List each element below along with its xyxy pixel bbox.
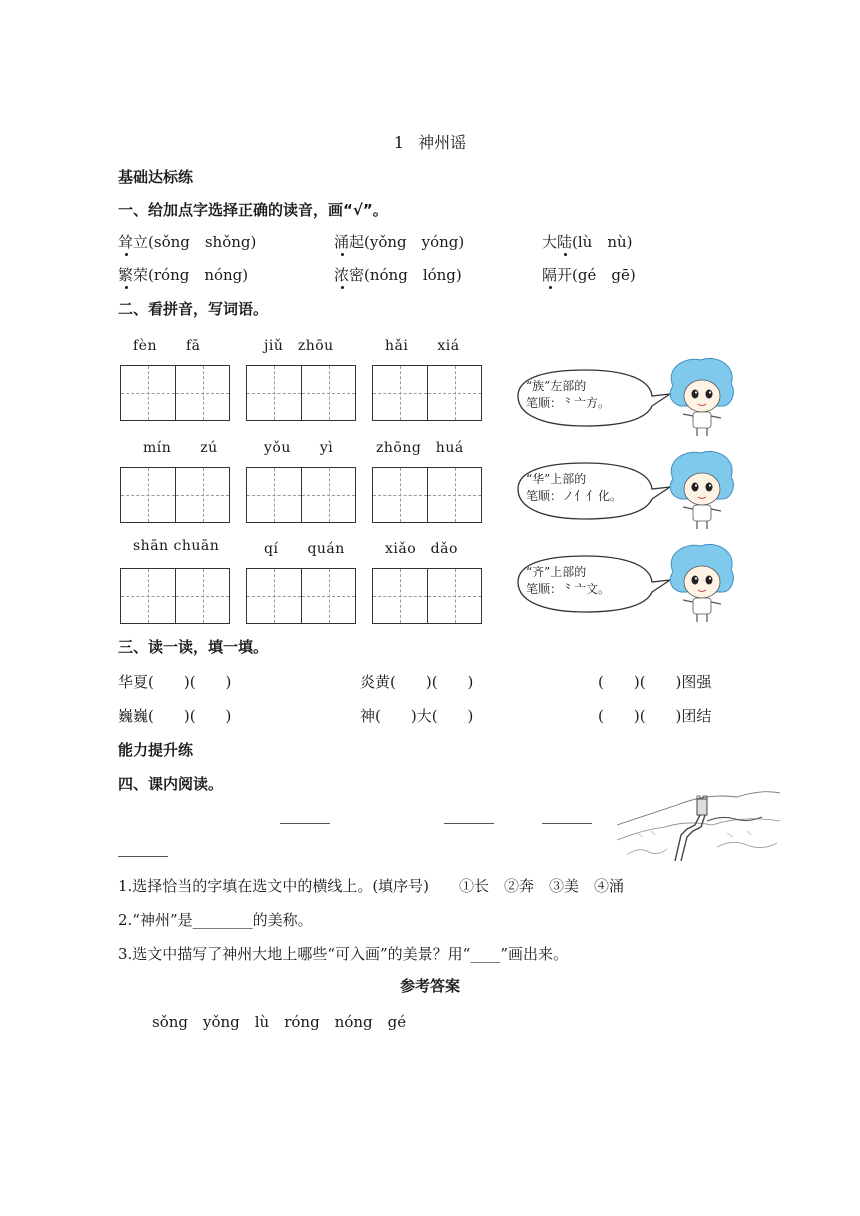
pinyin-label: mín zú	[143, 440, 218, 456]
pinyin-label: fèn fā	[133, 338, 201, 354]
q3-item: 巍巍( )( )	[118, 707, 232, 725]
section-ability-heading: 能力提升练	[118, 741, 194, 759]
q1-item: 浓密(nóng lóng)	[334, 266, 462, 284]
writing-grid[interactable]	[246, 467, 356, 523]
answers-line: sǒng yǒng lù róng nóng gé	[152, 1013, 407, 1031]
q3-item: ( )( )图强	[598, 673, 712, 691]
pinyin-label: qí quán	[264, 541, 345, 557]
q3-item: 炎黄( )( )	[360, 673, 474, 691]
writing-grid[interactable]	[372, 467, 482, 523]
pinyin-label: xiǎo dǎo	[385, 541, 458, 557]
tip-bubble: “华”上部的 笔顺：ノ亻亻化。	[510, 449, 750, 531]
pinyin-label: hǎi xiá	[385, 338, 460, 354]
q1-heading: 一、给加点字选择正确的读音，画“√”。	[118, 201, 388, 219]
writing-grid[interactable]	[120, 467, 230, 523]
q1-item: 涌起(yǒng yóng)	[334, 233, 465, 251]
q3-heading: 三、读一读，填一填。	[118, 638, 269, 656]
writing-grid[interactable]	[120, 568, 230, 624]
pinyin-label: zhōng huá	[376, 440, 464, 456]
pinyin-label: yǒu yì	[264, 440, 334, 456]
page-title	[0, 130, 860, 153]
q3-item: ( )( )团结	[598, 707, 712, 725]
q2-heading: 二、看拼音，写词语。	[118, 300, 269, 318]
q4-question-2: 2.“神州”是________的美称。	[118, 911, 313, 929]
reading-blank[interactable]	[444, 823, 494, 824]
q4-question-3: 3.选文中描写了神州大地上哪些“可入画”的美景？用“____”画出来。	[118, 945, 568, 963]
lesson-number: 1	[393, 133, 405, 152]
reading-blank[interactable]	[118, 856, 168, 857]
section-basic-heading: 基础达标练	[118, 168, 194, 186]
q3-item: 华夏( )( )	[118, 673, 232, 691]
writing-grid[interactable]	[372, 568, 482, 624]
q1-item: 繁荣(róng nóng)	[118, 266, 249, 284]
writing-grid[interactable]	[246, 365, 356, 421]
tip-bubble: “族”左部的 笔顺：⺀亠方。	[510, 356, 750, 438]
writing-grid[interactable]	[120, 365, 230, 421]
tip-bubble: “齐”上部的 笔顺：⺀亠文。	[510, 542, 750, 624]
writing-grid[interactable]	[372, 365, 482, 421]
q1-item: 隔开(gé gē)	[542, 266, 636, 284]
q1-item: 耸立(sǒng shǒng)	[118, 233, 257, 251]
q4-heading: 四、课内阅读。	[118, 775, 224, 793]
q1-item: 大陆(lù nù)	[542, 233, 633, 251]
pinyin-label: shān chuān	[133, 538, 220, 554]
great-wall-icon	[617, 785, 780, 863]
writing-grid[interactable]	[246, 568, 356, 624]
reading-blank[interactable]	[542, 823, 592, 824]
q4-question-1: 1.选择恰当的字填在选文中的横线上。(填序号) ①长 ②奔 ③美 ④涌	[118, 877, 625, 895]
answers-heading: 参考答案	[399, 977, 460, 995]
pinyin-label: jiǔ zhōu	[264, 338, 334, 354]
reading-blank[interactable]	[280, 823, 330, 824]
q3-item: 神( )大( )	[360, 707, 474, 725]
lesson-name: 神州谣	[418, 133, 467, 152]
